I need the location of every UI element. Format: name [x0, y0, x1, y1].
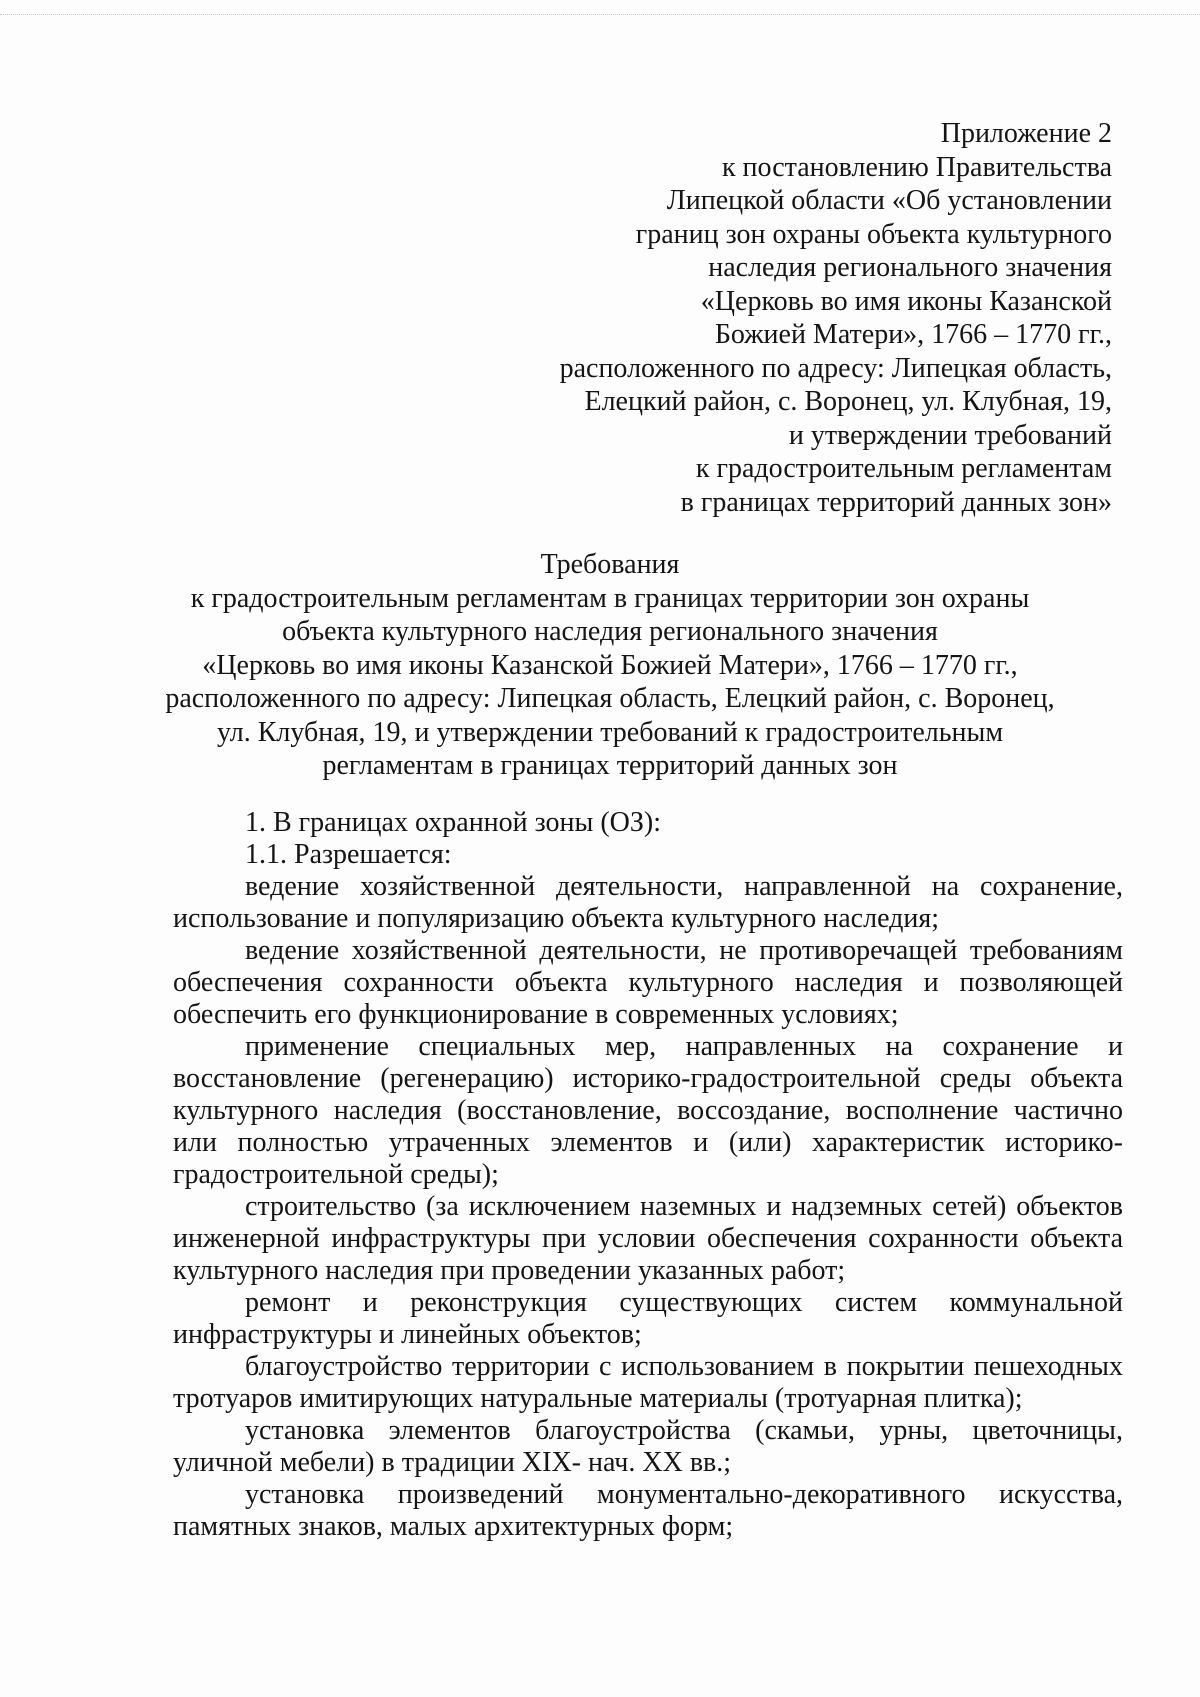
annex-line: и утверждении требований: [788, 419, 1112, 451]
title-line: регламентам в границах территорий данных зон: [322, 750, 898, 781]
list-item: ремонт и реконструкция существующих систем коммунальной инфраструктуры и линейных объектов;: [173, 1287, 1123, 1350]
list-item: строительство (за исключением наземных и надземных сетей) объектов инженерной инфраструктуры при условии обеспечения сохранности объекта культурного наследия при проведении указанных работ;: [173, 1191, 1123, 1286]
annex-line: наследия регионального значения: [708, 252, 1112, 283]
annex-header: [412, 117, 1112, 519]
title-line: к градостроительным регламентам в границах территории зон охраны: [190, 582, 1030, 614]
list-item: применение специальных мер, направленных на сохранение и восстановление (регенерацию) историко-градостроительной среды объекта культурного наследия (восстановление, воссоздание, восполнение частично или полностью утраченных элементов и (или) характеристик историко-градостроительной среды);: [173, 1031, 1123, 1190]
annex-line: Божией Матери», 1766 – 1770 гг.,: [714, 319, 1112, 350]
annex-line: к постановлению Правительства: [721, 151, 1112, 183]
title-line: «Церковь во имя иконы Казанской Божией Матери», 1766 – 1770 гг.,: [202, 649, 1018, 681]
annex-line: «Церковь во имя иконы Казанской: [700, 285, 1112, 317]
title-line: ул. Клубная, 19, и утверждении требований к градостроительным: [216, 716, 1004, 748]
subsection-heading: 1.1. Разрешается:: [245, 839, 452, 870]
list-item: благоустройство территории с использованием в покрытии пешеходных тротуаров имитирующих натуральные материалы (тротуарная плитка);: [173, 1351, 1123, 1414]
annex-line: границ зон охраны объекта культурного: [635, 218, 1112, 250]
document-title: [150, 548, 1070, 783]
annex-line: расположенного по адресу: Липецкая область,: [559, 352, 1112, 384]
title-line: Требования: [540, 549, 680, 580]
list-item: установка произведений монументально-декоративного искусства, памятных знаков, малых архитектурных форм;: [173, 1479, 1123, 1542]
annex-line: Елецкий район, с. Воронец, ул. Клубная, 19,: [584, 386, 1112, 417]
scan-edge-line: [0, 14, 1200, 15]
title-line: объекта культурного наследия регионального значения: [282, 616, 938, 647]
annex-line: Липецкой области «Об установлении: [666, 185, 1112, 216]
list-item: ведение хозяйственной деятельности, не противоречащей требованиям обеспечения сохранности объекта культурного наследия и позволяющей обеспечить его функционирование в современных условиях;: [173, 935, 1123, 1030]
annex-line: к градостроительным регламентам: [695, 453, 1112, 484]
annex-line: Приложение 2: [940, 118, 1112, 149]
list-item: установка элементов благоустройства (скамьи, урны, цветочницы, уличной мебели) в традиции XIX- нач. XX вв.;: [173, 1415, 1123, 1478]
section-heading: 1. В границах охранной зоны (ОЗ):: [245, 807, 662, 838]
list-item: ведение хозяйственной деятельности, направленной на сохранение, использование и популяризацию объекта культурного наследия;: [173, 871, 1123, 934]
title-line: расположенного по адресу: Липецкая область, Елецкий район, с. Воронец,: [165, 683, 1055, 714]
document-body: [173, 807, 1123, 1543]
annex-line: в границах территорий данных зон»: [680, 486, 1112, 518]
